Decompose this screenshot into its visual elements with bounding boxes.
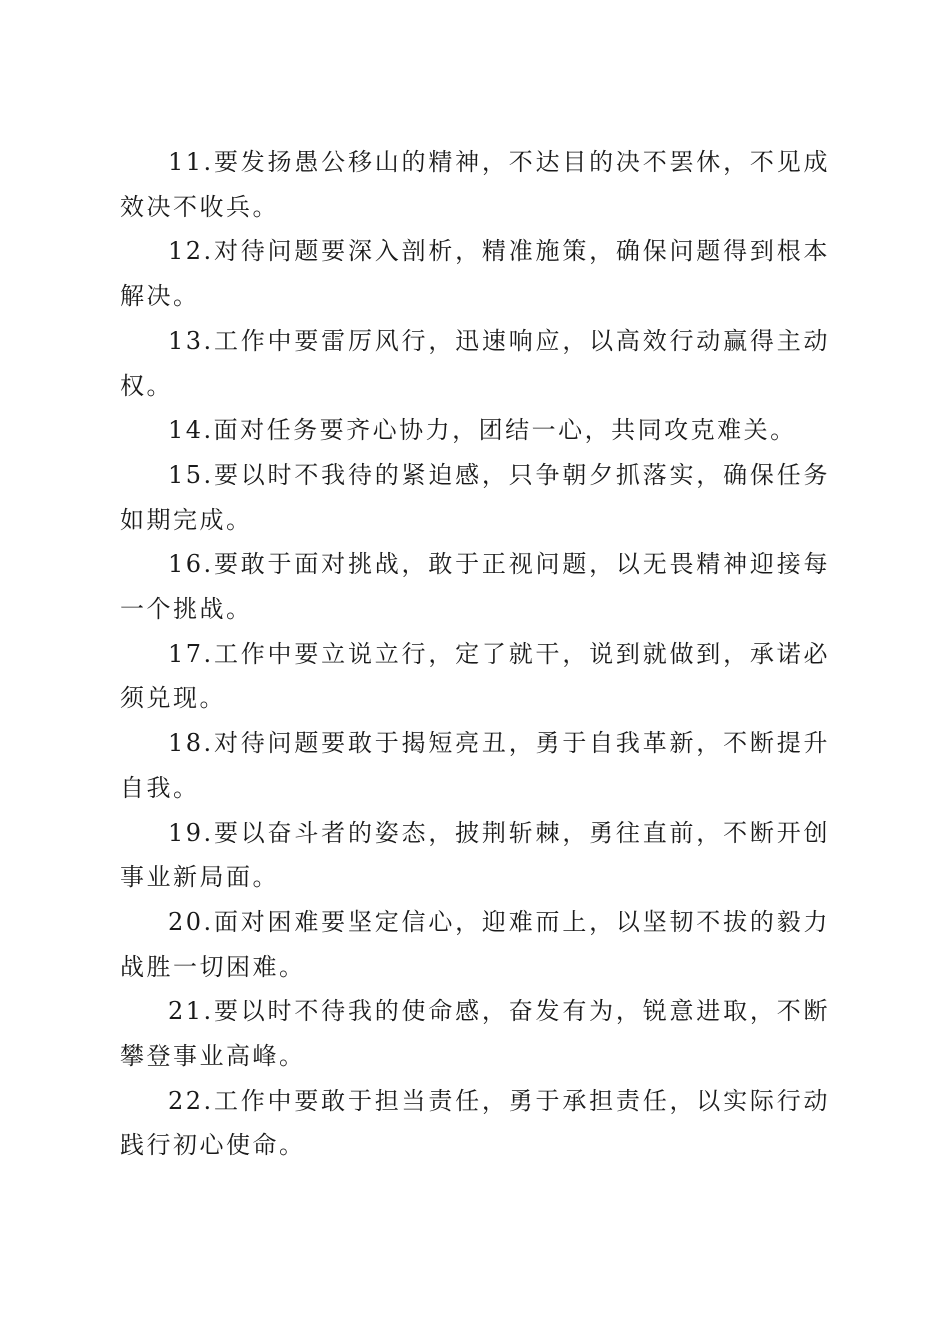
list-item: 11.要发扬愚公移山的精神，不达目的决不罢休，不见成效决不收兵。 xyxy=(120,148,830,221)
list-item: 17.工作中要立说立行，定了就干，说到就做到，承诺必须兑现。 xyxy=(120,639,830,713)
list-item: 19.要以奋斗者的姿态，披荆斩棘，勇往直前，不断开创事业新局面。 xyxy=(120,818,830,892)
list-item: 21.要以时不待我的使命感，奋发有为，锐意进取，不断攀登事业高峰。 xyxy=(120,997,830,1071)
list-item: 12.对待问题要深入剖析，精准施策，确保问题得到根本解决。 xyxy=(120,237,830,311)
list-item: 15.要以时不我待的紧迫感，只争朝夕抓落实，确保任务如期完成。 xyxy=(120,460,830,534)
list-item: 20.面对困难要坚定信心，迎难而上，以坚韧不拔的毅力战胜一切困难。 xyxy=(120,907,830,981)
list-item: 22.工作中要敢于担当责任，勇于承担责任，以实际行动践行初心使命。 xyxy=(120,1086,830,1160)
list-item: 13.工作中要雷厉风行，迅速响应，以高效行动赢得主动权。 xyxy=(120,326,830,400)
list-item: 16.要敢于面对挑战，敢于正视问题，以无畏精神迎接每一个挑战。 xyxy=(120,550,830,624)
list-item: 14.面对任务要齐心协力，团结一心，共同攻克难关。 xyxy=(168,416,797,445)
list-item: 18.对待问题要敢于揭短亮丑，勇于自我革新，不断提升自我。 xyxy=(120,729,830,802)
document-body xyxy=(120,140,830,1168)
